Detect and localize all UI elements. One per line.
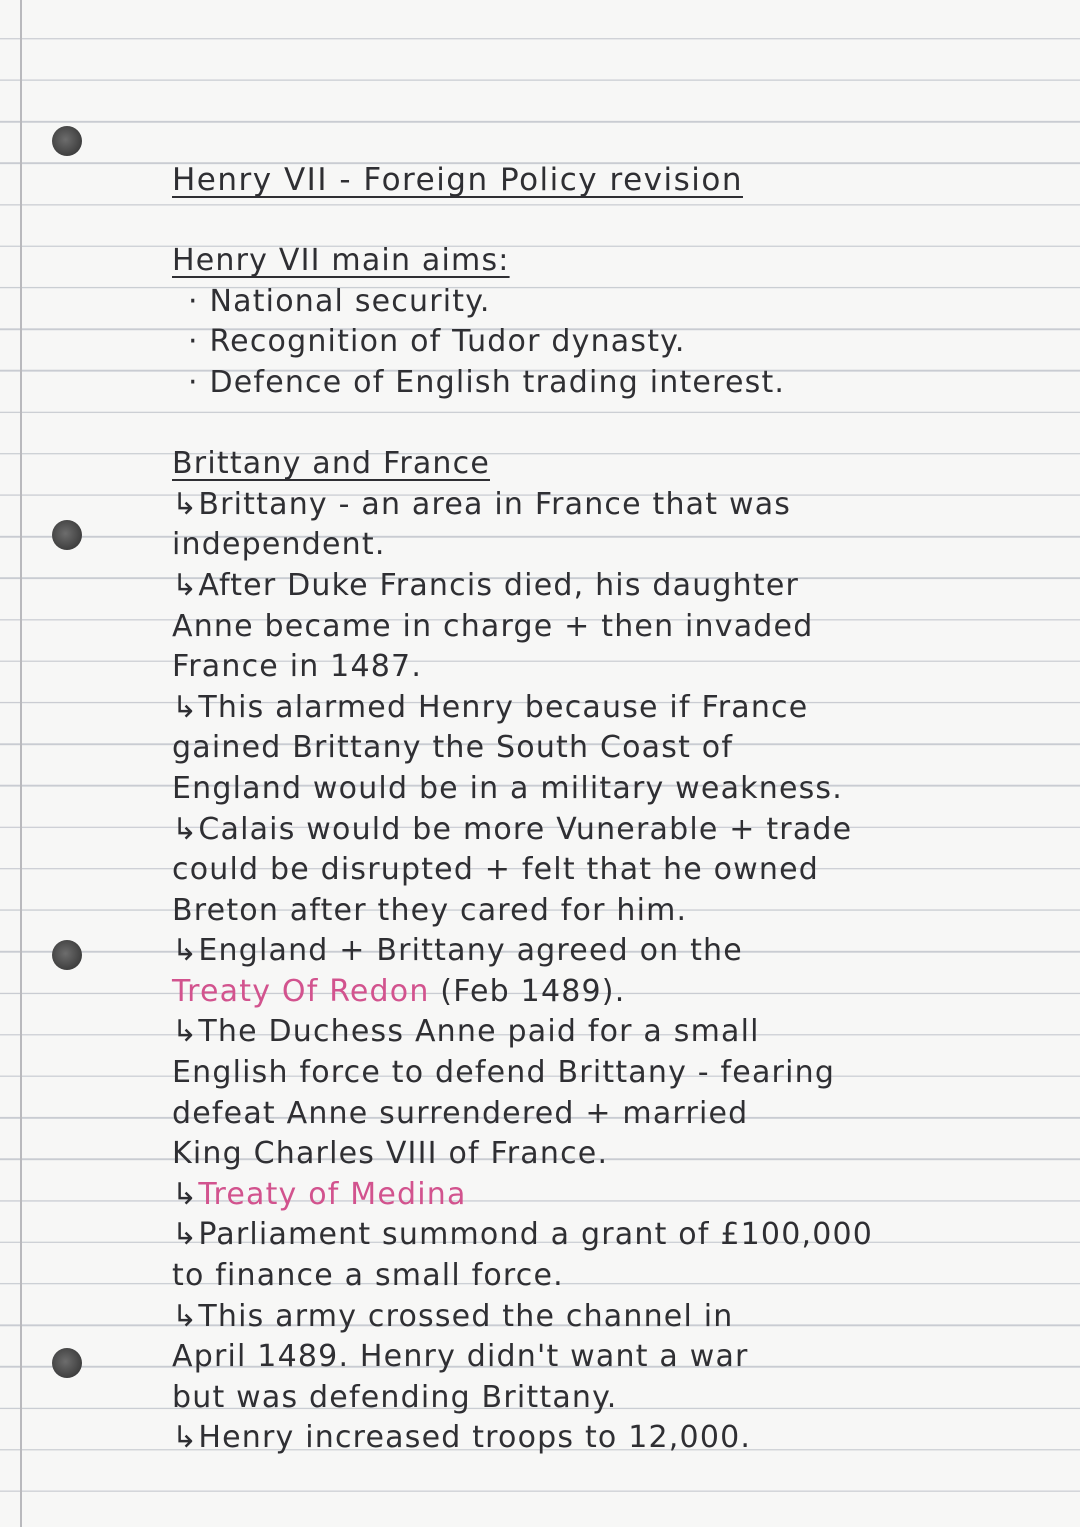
note-line: ↳After Duke Francis died, his daughter [172, 567, 800, 603]
note-line: gained Brittany the South Coast of [172, 730, 734, 766]
margin-line [20, 0, 22, 1527]
aim-item: · Recognition of Tudor dynasty. [188, 324, 686, 360]
note-line: defeat Anne surrendered + married [172, 1095, 749, 1131]
note-line: ↳This army crossed the channel in [172, 1298, 734, 1334]
binder-hole [52, 940, 82, 970]
aim-item: · National security. [188, 283, 491, 319]
note-line: France in 1487. [172, 649, 423, 685]
binder-hole [52, 520, 82, 550]
note-line: independent. [172, 527, 386, 563]
binder-hole [52, 1348, 82, 1378]
note-line: ↳Henry increased troops to 12,000. [172, 1420, 752, 1456]
blank-line [172, 404, 1052, 445]
blank-line [172, 201, 1052, 242]
note-line: ↳England + Brittany agreed on the [172, 933, 743, 969]
aims-heading: Henry VII main aims: [172, 243, 510, 279]
note-line: ↳This alarmed Henry because if France [172, 689, 809, 725]
note-line: but was defending Brittany. [172, 1379, 618, 1415]
note-line: ↳Calais would be more Vunerable + trade [172, 811, 853, 847]
treaty-redon-date: (Feb 1489). [429, 973, 626, 1009]
binder-hole [52, 126, 82, 156]
note-line: English force to defend Brittany - fearing [172, 1055, 836, 1091]
note-line: Breton after they cared for him. [172, 892, 688, 928]
treaty-redon: Treaty Of Redon [172, 973, 430, 1009]
note-line: April 1489. Henry didn't want a war [172, 1339, 749, 1375]
treaty-redon-line [172, 972, 1052, 1013]
note-line: England would be in a military weakness. [172, 770, 843, 806]
note-line: could be disrupted + felt that he owned [172, 852, 820, 888]
note-line: King Charles VIII of France. [172, 1136, 609, 1172]
arrow-icon: ↳ [172, 1176, 199, 1212]
treaty-medina: Treaty of Medina [198, 1176, 467, 1212]
note-line: to finance a small force. [172, 1258, 564, 1294]
note-line: Anne became in charge + then invaded [172, 608, 814, 644]
section-heading: Brittany and France [172, 446, 490, 482]
handwritten-notes [172, 160, 1052, 1459]
note-line: ↳Brittany - an area in France that was [172, 486, 792, 522]
note-line: ↳Parliament summond a grant of £100,000 [172, 1217, 874, 1253]
note-line: ↳The Duchess Anne paid for a small [172, 1014, 760, 1050]
treaty-medina-line [172, 1175, 1052, 1216]
aim-item: · Defence of English trading interest. [188, 364, 786, 400]
page-title: Henry VII - Foreign Policy revision [172, 162, 743, 198]
